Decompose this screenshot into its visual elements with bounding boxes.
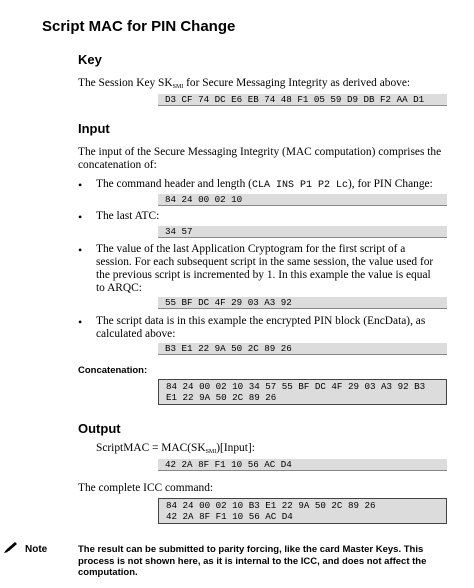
bullet-4-marker: • — [78, 315, 83, 329]
icc-command-label: The complete ICC command: — [78, 482, 214, 494]
bullet-3-line4: to ARQC: — [96, 282, 142, 294]
note-line3: computation. — [78, 567, 138, 578]
note-line2: process is not shown here, as it is internal to the ICC, and does not affect the — [78, 555, 427, 567]
icc-command-line1: 84 24 00 02 10 B3 E1 22 9A 50 2C 89 26 — [166, 500, 376, 511]
concatenation-box — [158, 379, 447, 405]
bullet-4-line2: calculated above: — [96, 328, 176, 340]
encdata-box: B3 E1 22 9A 50 2C 89 26 — [158, 343, 447, 355]
arqc-box: 55 BF DC 4F 29 03 A3 92 — [158, 297, 447, 309]
note-line1: The result can be submitted to parity forcing, like the card Master Keys. This — [78, 544, 424, 555]
icc-command-box — [158, 498, 447, 524]
concatenation-label: Concatenation: — [78, 365, 148, 376]
input-intro-line2: concatenation of: — [78, 159, 157, 171]
script-mac-formula: ScriptMAC = $MAC(SK_{SMI})[Input]$: — [96, 442, 255, 455]
command-header-box: 84 24 00 02 10 — [158, 194, 447, 206]
atc-box: 34 57 — [158, 226, 447, 238]
bullet-3-marker: • — [78, 243, 83, 257]
pen-icon — [3, 540, 19, 554]
input-heading: Input — [78, 121, 110, 136]
input-intro-line1: The input of the Secure Messaging Integrity (MAC computation) comprises the — [78, 146, 442, 158]
note-label: Note — [25, 544, 48, 555]
script-mac-box: 42 2A 8F F1 10 56 AC D4 — [158, 459, 447, 471]
page-title: Script MAC for PIN Change — [42, 18, 236, 35]
concatenation-line2: E1 22 9A 50 2C 89 26 — [166, 392, 277, 403]
concatenation-line1: 84 24 00 02 10 34 57 55 BF DC 4F 29 03 A3 92 B3 — [166, 381, 426, 392]
bullet-3-line3: the previous script is incremented by 1. In this example the value is equal — [96, 269, 431, 281]
key-heading: Key — [78, 52, 102, 67]
output-heading: Output — [78, 421, 121, 436]
bullet-3-line1: The value of the last Application Cryptogram for the first script of a — [96, 243, 406, 255]
bullet-4-line1: The script data is in this example the encrypted PIN block (EncData), as — [96, 315, 426, 327]
bullet-2-text: The last ATC: — [96, 210, 160, 222]
bullet-3-line2: session. For each subsequent script in the same session, the value used for — [96, 256, 434, 268]
bullet-2-marker: • — [78, 210, 83, 224]
icc-command-line2: 42 2A 8F F1 10 56 AC D4 — [166, 511, 293, 522]
key-value-box: D3 CF 74 DC E6 EB 74 48 F1 05 59 D9 DB F2 AA D1 — [158, 94, 447, 106]
bullet-1-marker: • — [78, 178, 83, 192]
note-text — [78, 544, 448, 579]
key-description: The Session Key $SK_{SMI}$ for Secure Messaging Integrity as derived above: — [78, 77, 411, 90]
bullet-1-text: The command header and length (CLA INS P1 P2 Lc), for PIN Change: — [96, 178, 433, 191]
